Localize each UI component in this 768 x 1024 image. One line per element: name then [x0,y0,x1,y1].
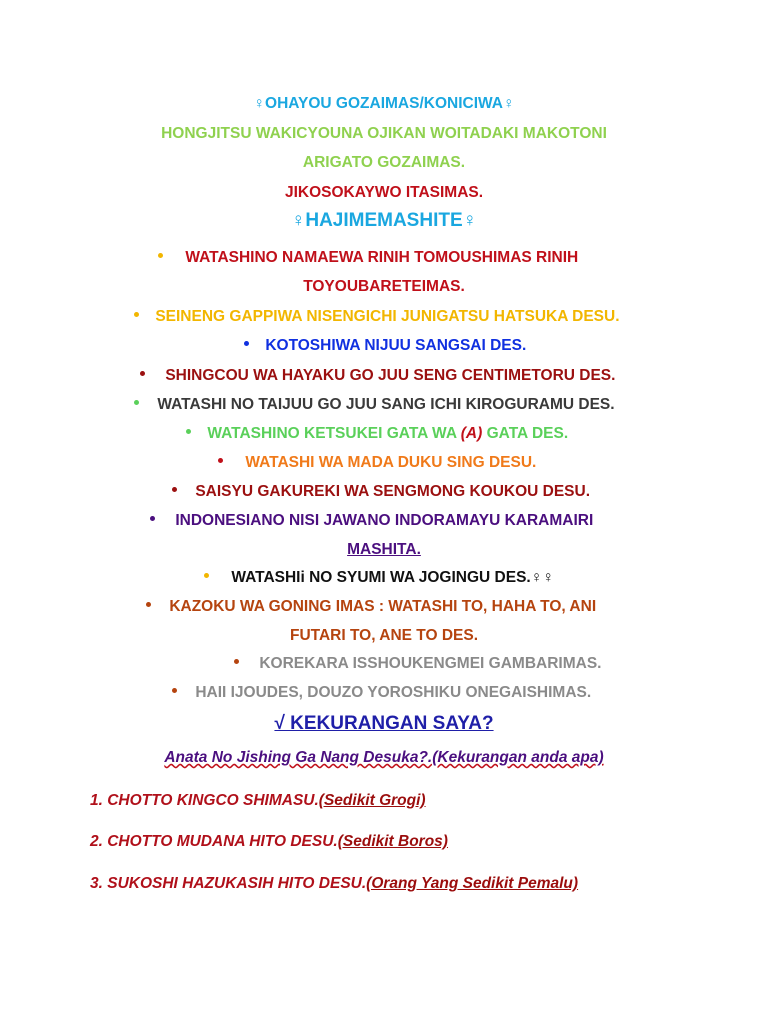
bullet-icon [150,516,155,521]
list-item-status: WATASHI WA MADA DUKU SING DESU. [218,453,536,473]
bullet-icon [134,400,139,405]
bullet-icon [172,487,177,492]
hajimemashite-title: ♀HAJIMEMASHITE♀ [291,210,477,231]
thanks-line-1: HONGJITSU WAKICYOUNA OJIKAN WOITADAKI MAKOTONI [161,125,607,142]
greeting-line: ♀OHAYOU GOZAIMAS/KONICIWA♀ [253,95,515,112]
thanks-line-2: ARIGATO GOZAIMAS. [302,154,466,171]
list-item-family: KAZOKU WA GONING IMAS : WATASHI TO, HAHA TO, ANI [146,597,596,617]
list-item-hobby: WATASHIi NO SYUMI WA JOGINGU DES.♀♀ [204,568,554,588]
bullet-icon [140,371,145,376]
bullet-icon [134,312,139,317]
list-item-birthday: SEINENG GAPPIWA NISENGICHI JUNIGATSU HATSUKA DESU. [134,307,620,327]
list-item-name: WATASHINO NAMAEWA RINIH TOMOUSHIMAS RINIH [158,248,578,268]
bullet-icon [158,253,163,258]
list-item-effort: KOREKARA ISSHOUKENGMEI GAMBARIMAS. [234,654,601,674]
weakness-heading: √ KEKURANGAN SAYA? [274,713,494,734]
list-item-age: KOTOSHIWA NIJUU SANGSAI DES. [244,336,526,356]
intro-line: JIKOSOKAYWO ITASIMAS. [284,184,484,201]
bullet-icon [186,429,191,434]
bullet-icon [218,458,223,463]
weakness-item-3: 3. SUKOSHI HAZUKASIH HITO DESU.(Orang Yang Sedikit Pemalu) [90,875,579,892]
list-item-bloodtype: WATASHINO KETSUKEI GATA WA (A) GATA DES. [186,424,568,444]
bullet-icon [244,341,249,346]
weakness-item-1: 1. CHOTTO KINGCO SHIMASU.(Sedikit Grogi) [90,792,426,809]
bullet-icon [146,602,151,607]
bullet-icon [234,659,239,664]
weakness-question: Anata No Jishing Ga Nang Desuka?.(Kekurangan anda apa) [164,749,604,766]
list-item-origin-cont: MASHITA. [347,541,421,558]
list-item-origin: INDONESIANO NISI JAWANO INDORAMAYU KARAMAIRI [150,511,593,531]
bullet-icon [172,688,177,693]
list-item-name-cont: TOYOUBARETEIMAS. [303,278,465,295]
list-item-height: SHINGCOU WA HAYAKU GO JUU SENG CENTIMETORU DES. [140,366,615,386]
bullet-icon [204,573,209,578]
list-item-closing: HAII IJOUDES, DOUZO YOROSHIKU ONEGAISHIMAS. [172,683,591,703]
list-item-weight: WATASHI NO TAIJUU GO JUU SANG ICHI KIROGURAMU DES. [134,395,615,415]
list-item-education: SAISYU GAKUREKI WA SENGMONG KOUKOU DESU. [172,482,590,502]
weakness-item-2: 2. CHOTTO MUDANA HITO DESU.(Sedikit Boros) [90,833,448,850]
list-item-family-cont: FUTARI TO, ANE TO DES. [289,627,479,644]
